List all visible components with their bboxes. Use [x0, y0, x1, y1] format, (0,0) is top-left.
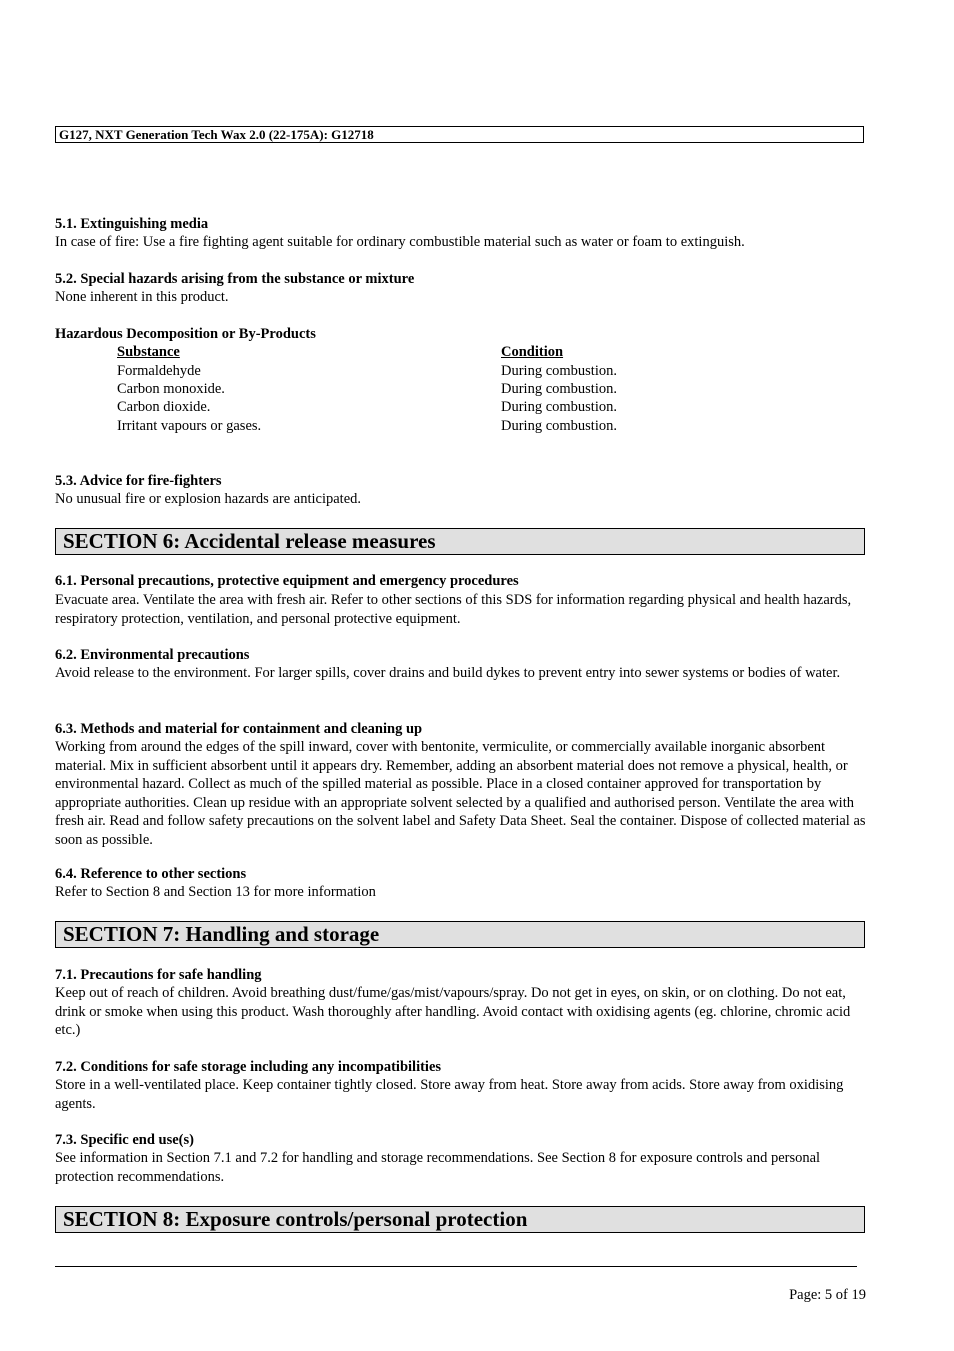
- heading-decomposition: Hazardous Decomposition or By-Products: [55, 326, 316, 342]
- text-7-2: Store in a well-ventilated place. Keep container tightly closed. Store away from heat. Store away from acids. Store away from oxidising agents.: [55, 1077, 844, 1112]
- section-6-title: SECTION 6: Accidental release measures: [55, 528, 865, 555]
- text-5-2: None inherent in this product.: [55, 289, 229, 305]
- text-7-1: Keep out of reach of children. Avoid breathing dust/fume/gas/mist/vapours/spray. Do not get in eyes, on skin, or on clothing. Do not eat, drink or smoke when using this product. Wash thoroughly after handling. Avoid contact with oxidising agents (eg. chlorine, chromic acid etc.): [55, 985, 851, 1038]
- page-number: Page: 5 of 19: [789, 1287, 866, 1303]
- heading-5-1: 5.1. Extinguishing media: [55, 216, 209, 232]
- heading-6-3: 6.3. Methods and material for containment and cleaning up: [55, 721, 423, 737]
- footer-divider: [55, 1266, 857, 1267]
- heading-7-3: 7.3. Specific end use(s): [55, 1132, 194, 1148]
- heading-7-2: 7.2. Conditions for safe storage including any incompatibilities: [55, 1059, 442, 1075]
- condition-cell: During combustion.: [501, 381, 617, 397]
- text-7-3: See information in Section 7.1 and 7.2 for handling and storage recommendations. See Section 8 for exposure controls and personal protection recommendations.: [55, 1150, 821, 1185]
- substance-cell: Carbon monoxide.: [117, 381, 225, 397]
- text-6-4: Refer to Section 8 and Section 13 for more information: [55, 884, 376, 900]
- condition-cell: During combustion.: [501, 363, 617, 379]
- text-6-2: Avoid release to the environment. For larger spills, cover drains and build dykes to prevent entry into sewer systems or bodies of water.: [55, 665, 841, 681]
- substance-cell: Formaldehyde: [117, 363, 201, 379]
- document-header: G127, NXT Generation Tech Wax 2.0 (22-175A): G12718: [55, 126, 864, 143]
- condition-cell: During combustion.: [501, 399, 617, 415]
- heading-5-2: 5.2. Special hazards arising from the substance or mixture: [55, 271, 415, 287]
- heading-6-1: 6.1. Personal precautions, protective equipment and emergency procedures: [55, 573, 519, 589]
- text-6-3: Working from around the edges of the spill inward, cover with bentonite, vermiculite, or commercially available inorganic absorbent material. Mix in sufficient absorbent until it appears dry. Remember, adding an absorbent material does not remove a physical, health, or environmental hazard. Collect as much of the spilled material as possible. Place in a closed container approved for transportation by appropriate authorities. Clean up residue with an appropriate solvent selected by a qualified and authorised person. Ventilate the area with fresh air. Read and follow safety precautions on the solvent label and Safety Data Sheet. Seal the container. Dispose of collected material as soon as possible.: [55, 739, 866, 848]
- column-header-condition: Condition: [501, 344, 564, 360]
- substance-cell: Carbon dioxide.: [117, 399, 211, 415]
- heading-7-1: 7.1. Precautions for safe handling: [55, 967, 262, 983]
- heading-6-4: 6.4. Reference to other sections: [55, 866, 247, 882]
- text-5-3: No unusual fire or explosion hazards are anticipated.: [55, 491, 362, 507]
- heading-6-2: 6.2. Environmental precautions: [55, 647, 250, 663]
- condition-cell: During combustion.: [501, 418, 617, 434]
- heading-5-3: 5.3. Advice for fire-fighters: [55, 473, 222, 489]
- section-8-title: SECTION 8: Exposure controls/personal protection: [55, 1206, 865, 1233]
- substance-cell: Irritant vapours or gases.: [117, 418, 262, 434]
- text-6-1: Evacuate area. Ventilate the area with fresh air. Refer to other sections of this SDS for information regarding physical and health hazards, respiratory protection, ventilation, and personal protective equipment.: [55, 592, 852, 627]
- section-7-title: SECTION 7: Handling and storage: [55, 921, 865, 948]
- column-header-substance: Substance: [117, 344, 180, 360]
- text-5-1: In case of fire: Use a fire fighting agent suitable for ordinary combustible material such as water or foam to extinguish.: [55, 234, 745, 250]
